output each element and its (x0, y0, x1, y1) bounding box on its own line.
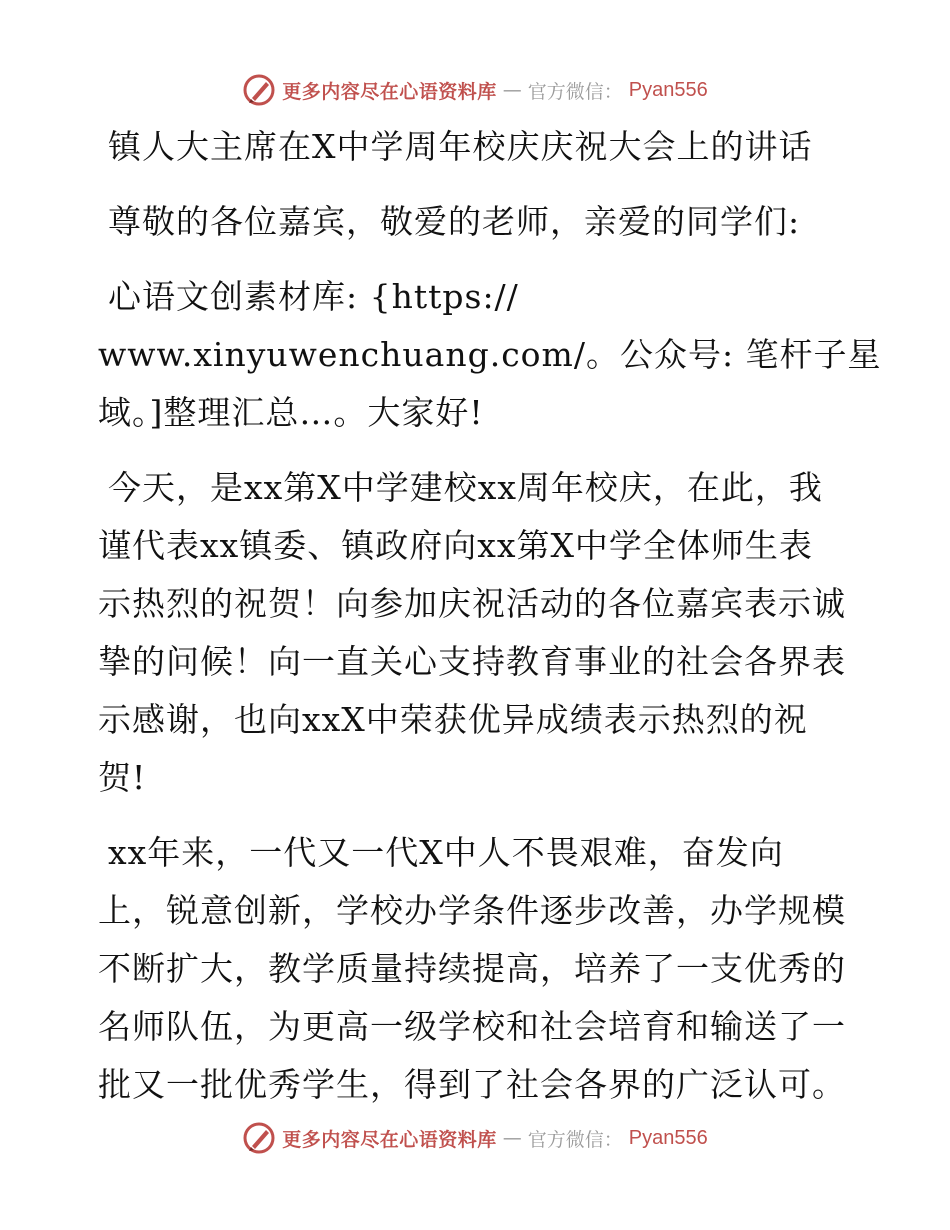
paragraph1-line-1: 今天，是xx第X中学建校xx周年校庆，在此，我 (108, 468, 823, 507)
header-banner (0, 70, 950, 110)
paragraph2-line-5: 批又一批优秀学生，得到了社会各界的广泛认可。 (98, 1065, 846, 1104)
paragraph2-line-4: 名师队伍，为更高一级学校和社会培育和输送了一 (98, 1007, 846, 1046)
banner-wechat-id: Pyan556 (628, 78, 708, 101)
pen-logo-icon (242, 73, 276, 107)
doc-title: 镇人大主席在X中学周年校庆庆祝大会上的讲话 (108, 127, 813, 166)
banner-content (242, 73, 708, 107)
banner-wechat-id: Pyan556 (628, 1126, 708, 1149)
banner-separator: — (502, 79, 522, 101)
banner-wechat-label: 官方微信： (527, 1128, 623, 1151)
banner-main-text: 更多内容尽在心语资料库 (282, 1128, 497, 1151)
banner-content (242, 1121, 708, 1155)
pen-logo-icon (242, 1121, 276, 1155)
paragraph1-line-6: 贺! (98, 758, 147, 797)
paragraph2-line-1: xx年来，一代又一代X中人不畏艰难，奋发向 (108, 833, 784, 872)
paragraph2-line-3: 不断扩大，教学质量持续提高，培养了一支优秀的 (98, 949, 846, 988)
paragraph2-line-2: 上，锐意创新，学校办学条件逐步改善，办学规模 (98, 891, 846, 930)
banner-separator: — (502, 1127, 522, 1149)
footer-banner (0, 1118, 950, 1158)
paragraph1-line-5: 示感谢，也向xxX中荣获优异成绩表示热烈的祝 (98, 700, 808, 739)
source-line-3: 域。]整理汇总…。大家好! (98, 393, 484, 432)
paragraph1-line-3: 示热烈的祝贺！向参加庆祝活动的各位嘉宾表示诚 (98, 584, 846, 623)
source-line-1: 心语文创素材库: {https:// (108, 277, 519, 316)
source-line-2: www.xinyuwenchuang.com/。公众号: 笔杆子星 (98, 335, 882, 374)
banner-wechat-label: 官方微信： (527, 80, 623, 103)
banner-main-text: 更多内容尽在心语资料库 (282, 80, 497, 103)
paragraph1-line-4: 挚的问候！向一直关心支持教育事业的社会各界表 (98, 642, 846, 681)
paragraph1-line-2: 谨代表xx镇委、镇政府向xx第X中学全体师生表 (98, 526, 813, 565)
salutation: 尊敬的各位嘉宾，敬爱的老师，亲爱的同学们: (108, 202, 801, 241)
